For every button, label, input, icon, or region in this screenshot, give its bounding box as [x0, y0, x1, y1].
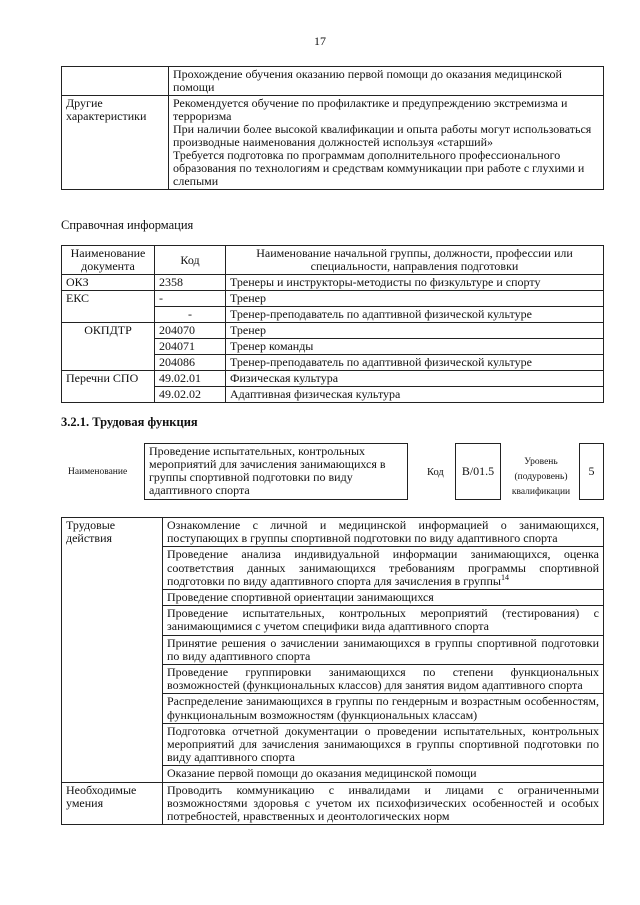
labor-action-item: Оказание первой помощи до оказания медицинской помощи [163, 766, 604, 782]
labor-action-text: Проведение анализа индивидуальной информации занимающихся, оценка соответствия данных занимающихся требованиям программы спортивной подготовки по виду адаптивного спорта для зачисления в группы [167, 547, 599, 588]
name-cell: Тренеры и инструкторы-методисты по физкультуре и спорту [226, 275, 604, 291]
labor-action-item: Принятие решения о зачислении занимающихся в группы спортивной подготовки по виду адаптивного спорта [163, 635, 604, 664]
labor-action-item [163, 547, 604, 590]
function-heading: 3.2.1. Трудовая функция [61, 415, 198, 429]
labor-action-item: Подготовка отчетной документации о проведении испытательных, контрольных мероприятий для зачисления занимающихся в группы спортивной подготовки по виду адаптивного спорта [163, 723, 604, 766]
column-header-name: Наименование начальной группы, должности, профессии или специальности, направления подготовки [226, 246, 604, 275]
table-row [62, 67, 604, 96]
characteristic-item: Рекомендуется обучение по профилактике и предупреждению экстремизма и терроризма [173, 96, 568, 123]
code-cell: 49.02.01 [155, 371, 226, 387]
table-row [62, 96, 604, 190]
code-cell: 49.02.02 [155, 387, 226, 403]
column-header-code: Код [155, 246, 226, 275]
name-cell: Адаптивная физическая культура [226, 387, 604, 403]
code-cell: - [155, 307, 226, 323]
qualification-level-box: 5 [579, 443, 604, 500]
required-skill-item: Проводить коммуникацию с инвалидами и лицами с ограниченными возможностями здоровья с учетом их психофизических особенностей и особых потребностей, нравственных и деонтологических норм [163, 782, 604, 825]
name-cell: Тренер-преподаватель по адаптивной физической культуре [226, 307, 604, 323]
column-header-document: Наименование документа [62, 246, 155, 275]
name-cell: Тренер команды [226, 339, 604, 355]
table-cell-empty [62, 67, 169, 96]
labor-actions-table [61, 517, 604, 825]
name-cell: Тренер [226, 323, 604, 339]
other-characteristics-cell [169, 96, 604, 190]
labor-action-item: Ознакомление с личной и медицинской информацией о занимающихся, поступающих в группы спортивной подготовки по виду адаптивного спорта [163, 518, 604, 547]
code-cell: 204071 [155, 339, 226, 355]
first-aid-training-cell: Прохождение обучения оказанию первой помощи до оказания медицинской помощи [169, 67, 604, 96]
code-cell: 204086 [155, 355, 226, 371]
name-cell: Тренер [226, 291, 604, 307]
function-name-box: Проведение испытательных, контрольных мероприятий для зачисления занимающихся в группы спортивной подготовки по виду адаптивного спорта [144, 443, 408, 500]
required-skills-label: Необходимые умения [62, 782, 163, 825]
code-label: Код [427, 467, 444, 478]
code-cell: 2358 [155, 275, 226, 291]
labor-action-item: Проведение группировки занимающихся по степени функциональных возможностей (функциональных классов) для занятия видом адаптивного спорта [163, 665, 604, 694]
labor-actions-label: Трудовые действия [62, 518, 163, 783]
characteristic-item: Требуется подготовка по программам дополнительного профессионального образования по технологиям и средствам коммуникации при работе с глухими и слепыми [173, 148, 585, 188]
labor-action-item: Распределение занимающихся в группы по гендерным и возрастным особенностям, функциональным возможностям (функциональных классам) [163, 694, 604, 723]
table-row [62, 291, 604, 307]
name-cell: Физическая культура [226, 371, 604, 387]
labor-action-item: Проведение испытательных, контрольных мероприятий (тестирования) с занимающимися с учетом специфики вида адаптивного спорта [163, 606, 604, 635]
table-row [62, 518, 604, 547]
other-characteristics-label: Другие характеристики [62, 96, 169, 190]
qualification-level-label: Уровень (подуровень) квалификации [511, 457, 571, 497]
doc-cell: Перечни СПО [62, 371, 155, 403]
doc-cell: ЕКС [62, 291, 155, 323]
doc-cell: ОКПДТР [62, 323, 155, 371]
name-label: Наименование [68, 467, 128, 477]
characteristic-item: При наличии более высокой квалификации и опыта работы могут использоваться производные наименования должностей используя «старший» [173, 122, 592, 149]
labor-action-item: Проведение спортивной ориентации занимающихся [163, 590, 604, 606]
reference-heading: Справочная информация [61, 218, 194, 232]
function-code-box: B/01.5 [455, 443, 501, 500]
reference-table [61, 245, 604, 403]
footnote-mark: 14 [500, 572, 509, 582]
doc-cell: ОКЗ [62, 275, 155, 291]
table-row [62, 782, 604, 825]
table-row [62, 323, 604, 339]
table-row [62, 371, 604, 387]
code-cell: - [155, 291, 226, 307]
page-number: 17 [314, 34, 326, 48]
table-header-row [62, 246, 604, 275]
name-cell: Тренер-преподаватель по адаптивной физической культуре [226, 355, 604, 371]
characteristics-table [61, 66, 604, 190]
table-row [62, 275, 604, 291]
code-cell: 204070 [155, 323, 226, 339]
